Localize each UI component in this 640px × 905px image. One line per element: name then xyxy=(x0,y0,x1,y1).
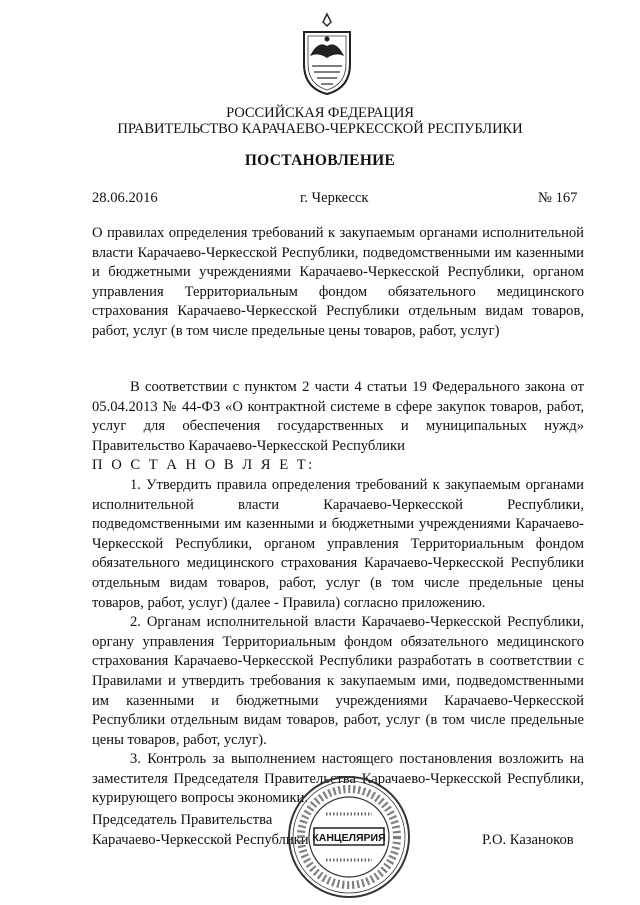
signatory-name: Р.О. Казаноков xyxy=(482,832,574,848)
document-title: ПОСТАНОВЛЕНИЕ xyxy=(244,152,396,169)
document-city: г. Черкесск xyxy=(300,190,369,206)
coat-of-arms-emblem xyxy=(298,12,356,96)
signatory-position xyxy=(92,810,309,850)
preamble-paragraph: В соответствии с пунктом 2 части 4 статьи 19 Федерального закона от 05.04.2013 № 44-ФЗ «О контрактной системе в сфере закупок товаров, работ, услуг для обеспечения государственных и муниципальных нужд» Правительство Карачаево-Черкесской Республики xyxy=(92,379,584,454)
item-paragraph-3: 3. Контроль за выполнением настоящего постановления возложить на заместителя Председателя Правительства Карачаево-Черкесской Республики, курирующего вопросы экономики. xyxy=(92,751,584,807)
document-number: № 167 xyxy=(538,190,578,206)
item-paragraph-2: 2. Органам исполнительной власти Карачаево-Черкесской Республики, органу управления Территориальным фондом обязательного медицинского страхования Карачаево-Черкесской Республики разработать в соответствии с Правилами и утвердить требования к закупаемым ими, подведомственными им казенными и бюджетными учреждениями Карачаево-Черкесской Республики отдельным видам товаров, работ, услуг (в том числе предельные цены товаров, работ, услуг). xyxy=(92,614,584,748)
signatory-position-line-2: Карачаево-Черкесской Республики xyxy=(92,832,309,848)
document-subject: О правилах определения требований к закупаемым органами исполнительной власти Карачаево-Черкесской Республики, подведомственными им казенными и бюджетными учреждениями Карачаево-Черкесской Республики, органом управления Территориальным фондом обязательного медицинского страхования Карачаево-Черкесской Республики отдельным видам товаров, работ, услуг (в том числе предельные цены товаров, работ, услуг) xyxy=(92,225,584,339)
decree-word: П О С Т А Н О В Л Я Е Т: xyxy=(92,457,315,474)
item-paragraph-1: 1. Утвердить правила определения требований к закупаемым органами исполнительной власти Карачаево-Черкесской Республики, подведомственными им казенными и бюджетными учреждениями Карачаево-Черкесской Республики, органом управления Территориальным фондом обязательного медицинского страхования Карачаево-Черкесской Республики отдельным видам товаров, работ, услуг (в том числе предельные цены товаров, работ, услуг) (далее - Правила) согласно приложению. xyxy=(92,476,584,611)
seal-center-text: КАНЦЕЛЯРИЯ xyxy=(312,832,386,844)
country-header: РОССИЙСКАЯ ФЕДЕРАЦИЯ xyxy=(226,105,414,121)
signatory-position-line-1: Председатель Правительства xyxy=(92,812,273,828)
government-header: ПРАВИТЕЛЬСТВО КАРАЧАЕВО-ЧЕРКЕССКОЙ РЕСПУБЛИКИ xyxy=(117,121,523,137)
document-date: 28.06.2016 xyxy=(92,190,158,206)
official-seal-stamp xyxy=(286,774,412,900)
document-body xyxy=(92,378,584,809)
